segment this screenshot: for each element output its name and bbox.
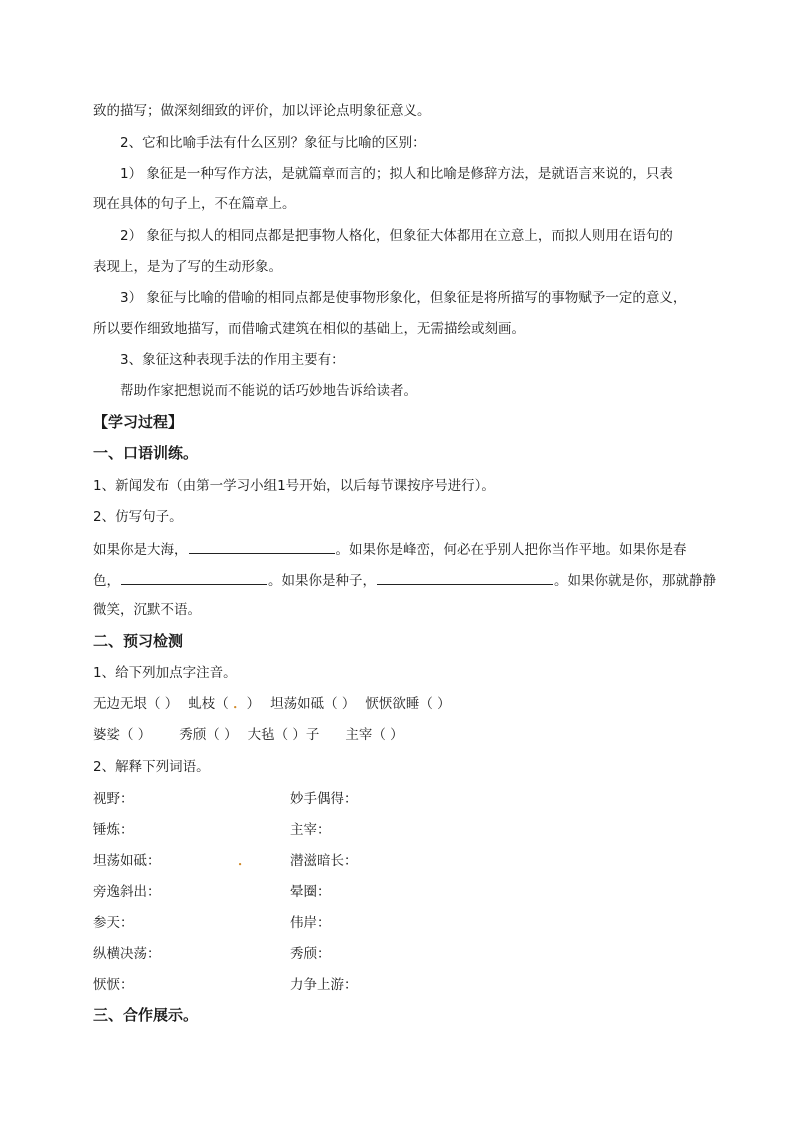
imitation-item: 2、仿写句子。 bbox=[93, 509, 183, 525]
vocab-term: 纵横决荡： bbox=[93, 946, 161, 962]
pinyin-instruction: 1、给下列加点字注音。 bbox=[93, 665, 237, 681]
news-item: 1、新闻发布（由第一学习小组1号开始，以后每节课按序号进行）。 bbox=[93, 478, 495, 494]
pinyin-row-2 bbox=[93, 726, 414, 744]
vocab-term: 秀颀： bbox=[290, 946, 331, 962]
pinyin-item: 坦荡如砥（ ） bbox=[270, 696, 356, 712]
point-3-cont: 所以要作细致地描写，而借喻式建筑在相似的基础上，无需描绘或刻画。 bbox=[93, 321, 525, 337]
question-3: 3、象征这种表现手法的作用主要有： bbox=[120, 352, 345, 368]
vocab-term: 力争上游： bbox=[290, 977, 358, 993]
question-3-answer: 帮助作家把想说而不能说的话巧妙地告诉给读者。 bbox=[120, 383, 417, 399]
point-3: 3） 象征与比喻的借喻的相同点都是使事物形象化，但象征是将所描写的事物赋予一定的意义， bbox=[120, 290, 687, 306]
pinyin-item: 恹恹欲睡（ ） bbox=[365, 696, 451, 712]
vocab-term: 晕圈： bbox=[290, 884, 331, 900]
vocab-term: 妙手偶得： bbox=[290, 791, 358, 807]
section-coop-title: 三、合作展示。 bbox=[93, 1006, 199, 1024]
vocab-term: 锤炼： bbox=[93, 822, 134, 838]
pinyin-item: 大毡（ ）子 bbox=[247, 727, 320, 743]
vocab-term: 恹恹： bbox=[93, 977, 134, 993]
sentence-text: 色， bbox=[93, 573, 120, 589]
imitation-sentence-3: 微笑，沉默不语。 bbox=[93, 602, 201, 618]
point-2: 2） 象征与拟人的相同点都是把事物人格化，但象征大体都用在立意上，而拟人则用在语句的 bbox=[120, 228, 673, 244]
sentence-text: 如果你是大海， bbox=[93, 542, 188, 558]
sentence-text: 。如果你就是你，那就静静 bbox=[554, 573, 716, 589]
question-2: 2、它和比喻手法有什么区别？象征与比喻的区别： bbox=[120, 135, 426, 151]
pinyin-item: 秀颀（ ） bbox=[179, 727, 238, 743]
pinyin-item: 婆娑（ ） bbox=[93, 727, 152, 743]
answer-blank-3[interactable] bbox=[377, 570, 553, 585]
pinyin-row-1 bbox=[93, 695, 461, 713]
vocab-term: 视野： bbox=[93, 791, 134, 807]
stray-dot: ． bbox=[238, 853, 252, 869]
pinyin-item: ） bbox=[246, 696, 261, 712]
emphasis-dot: ． bbox=[233, 696, 247, 712]
vocab-term: 伟岸： bbox=[290, 915, 331, 931]
answer-blank-2[interactable] bbox=[121, 570, 267, 585]
vocab-term: 主宰： bbox=[290, 822, 331, 838]
section-oral-training: 一、口语训练。 bbox=[93, 444, 199, 462]
vocab-term: 潜滋暗长： bbox=[290, 853, 358, 869]
vocab-term: 旁逸斜出： bbox=[93, 884, 161, 900]
vocab-term: 参天： bbox=[93, 915, 134, 931]
pinyin-item: 主宰（ ） bbox=[345, 727, 404, 743]
sentence-text: 。如果你是峰峦，何必在乎别人把你当作平地。如果你是春 bbox=[335, 542, 687, 558]
answer-blank-1[interactable] bbox=[189, 539, 335, 554]
sentence-text: 。如果你是种子， bbox=[268, 573, 376, 589]
intro-line: 致的描写；做深刻细致的评价，加以评论点明象征意义。 bbox=[93, 103, 431, 119]
pinyin-item: 虬枝（ bbox=[188, 696, 234, 712]
vocab-instruction: 2、解释下列词语。 bbox=[93, 759, 210, 775]
point-1-cont: 现在具体的句子上，不在篇章上。 bbox=[93, 196, 296, 212]
point-1: 1） 象征是一种写作方法，是就篇章而言的；拟人和比喻是修辞方法，是就语言来说的，只表 bbox=[120, 166, 673, 182]
imitation-sentence-1 bbox=[93, 539, 687, 559]
pinyin-item: 无边无垠（ ） bbox=[93, 696, 179, 712]
point-2-cont: 表现上，是为了写的生动形象。 bbox=[93, 259, 282, 275]
section-preview-title: 二、预习检测 bbox=[93, 632, 184, 650]
imitation-sentence-2 bbox=[93, 570, 716, 590]
section-process-title: 【学习过程】 bbox=[93, 413, 184, 431]
vocab-term: 坦荡如砥： bbox=[93, 853, 161, 869]
